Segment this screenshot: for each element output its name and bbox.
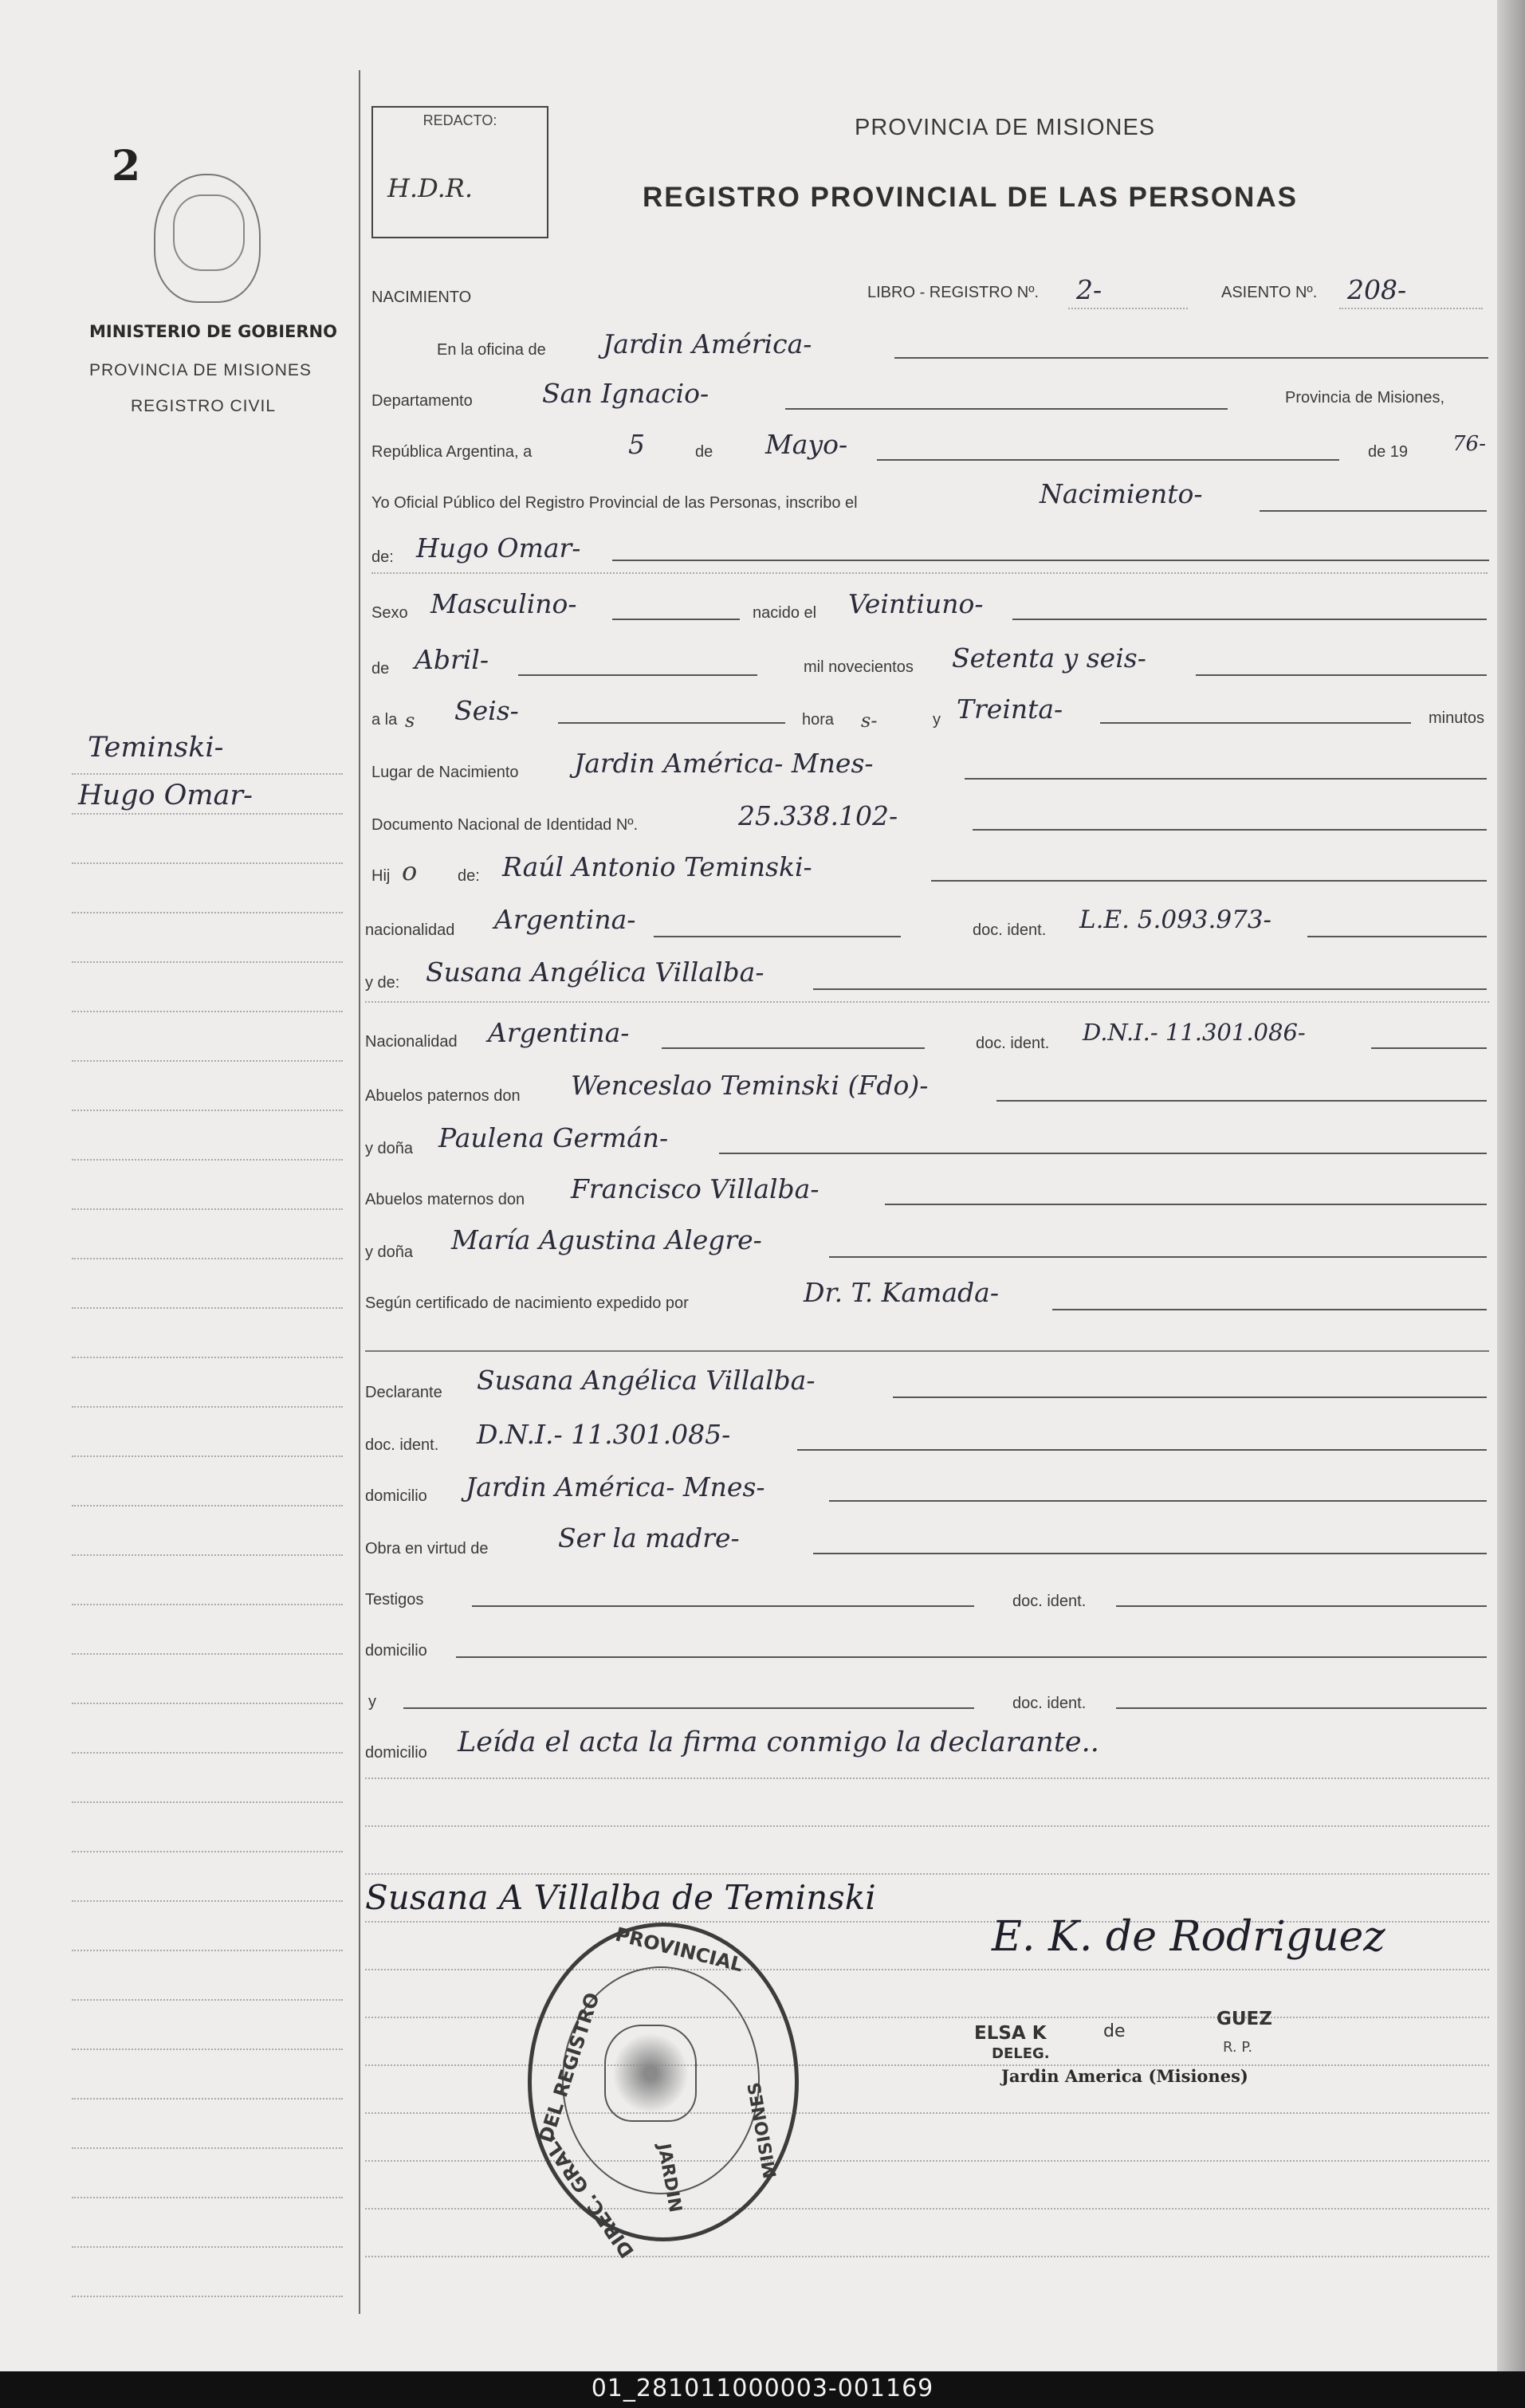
abuelos-maternos-value: Francisco Villalba-: [571, 1173, 819, 1204]
stamp-emblem-icon: [604, 2025, 697, 2122]
hij-label: Hij: [371, 867, 391, 885]
stamp-text-right: MISIONES: [745, 2080, 781, 2180]
nac-padre-label: nacionalidad: [365, 921, 455, 939]
ministry-seal-icon: [154, 174, 261, 303]
margin-note-surname: Teminski-: [88, 732, 224, 764]
libro-label: LIBRO - REGISTRO Nº.: [867, 284, 1040, 301]
padre-de-label: de:: [458, 867, 480, 885]
domicilio-value: Jardin América- Mnes-: [466, 1471, 765, 1503]
doc-testigo2-label: doc. ident.: [1012, 1695, 1087, 1712]
stamp-text-left: DEL REGISTRO: [534, 1990, 604, 2146]
departamento-label: Departamento: [371, 392, 473, 410]
nacido-label: nacido el: [753, 604, 817, 622]
abuela-paterna-label: y doña: [365, 1140, 414, 1157]
inscribo-value: Nacimiento-: [1040, 478, 1203, 509]
sidebar-office: REGISTRO CIVIL: [131, 397, 277, 415]
doc-madre-label: doc. ident.: [976, 1035, 1050, 1052]
stamp-text-bottom-left: DIREC. GRAL.: [537, 2131, 639, 2262]
asiento-label: ASIENTO Nº.: [1221, 284, 1318, 301]
de2-label: de: [371, 660, 390, 678]
domicilio-testigo1-label: domicilio: [365, 1642, 427, 1660]
dni-value: 25.338.102-: [738, 800, 898, 831]
alas-label: a la: [371, 711, 398, 729]
redacto-box: [371, 106, 548, 238]
oficial-label: Yo Oficial Público del Registro Provincial de las Personas, inscribo el: [371, 494, 858, 512]
declarante-value: Susana Angélica Villalba-: [477, 1365, 816, 1396]
act-type: NACIMIENTO: [371, 289, 472, 306]
madre-value: Susana Angélica Villalba-: [426, 957, 764, 988]
redacto-label: REDACTO:: [423, 112, 497, 128]
oficina-value: Jardin América-: [603, 328, 812, 359]
margin-note-name: Hugo Omar-: [78, 780, 253, 811]
official-name-a: ELSA K: [974, 2023, 1047, 2044]
official-title: DELEG.: [992, 2045, 1050, 2062]
certificado-label: Según certificado de nacimiento expedido por: [365, 1294, 689, 1312]
anio-nac-value: Setenta y seis-: [952, 642, 1146, 674]
horas-suffix: s-: [861, 709, 878, 732]
mes-value: Mayo-: [765, 429, 848, 460]
domicilio-final-value: Leída el acta la firma conmigo la declarante..: [458, 1726, 1099, 1758]
declarante-signature: Susana A Villalba de Teminski: [365, 1878, 876, 1917]
minutos-value: Treinta-: [957, 693, 1063, 725]
header-province: PROVINCIA DE MISIONES: [855, 115, 1156, 140]
abuela-materna-value: María Agustina Alegre-: [451, 1224, 762, 1255]
margin-divider: [359, 70, 360, 2314]
abuela-materna-label: y doña: [365, 1243, 414, 1261]
lugar-value: Jardin América- Mnes-: [574, 748, 874, 779]
sidebar-province: PROVINCIA DE MISIONES: [89, 361, 312, 379]
doc-padre-label: doc. ident.: [973, 921, 1047, 939]
official-name-de: de: [1103, 2021, 1126, 2041]
nombre-value: Hugo Omar-: [416, 532, 581, 564]
madre-label: y de:: [365, 974, 400, 992]
obra-value: Ser la madre-: [558, 1522, 740, 1554]
nac-madre-value: Argentina-: [488, 1017, 630, 1048]
page-title: REGISTRO PROVINCIAL DE LAS PERSONAS: [643, 182, 1298, 213]
dni-label: Documento Nacional de Identidad Nº.: [371, 816, 639, 834]
horas-label: hora: [802, 711, 835, 729]
obra-label: Obra en virtud de: [365, 1540, 489, 1558]
image-id-label: 01_281011000003-001169: [591, 2375, 934, 2402]
page-edge: [1497, 0, 1525, 2371]
domicilio-label: domicilio: [365, 1487, 427, 1505]
mil-label: mil novecientos: [804, 658, 914, 676]
padre-value: Raúl Antonio Teminski-: [502, 851, 812, 882]
testigos-label: Testigos: [365, 1591, 424, 1609]
doc-declarante-label: doc. ident.: [365, 1436, 439, 1454]
minutos-label: minutos: [1429, 709, 1485, 727]
anio-label: de 19: [1368, 443, 1409, 461]
sexo-value: Masculino-: [430, 588, 577, 619]
dia-value: 5: [628, 429, 645, 460]
sexo-label: Sexo: [371, 604, 408, 622]
lugar-label: Lugar de Nacimiento: [371, 764, 519, 781]
stamp-text-top: PROVINCIAL: [613, 1923, 745, 1977]
republica-label: República Argentina, a: [371, 443, 533, 461]
alas-suffix: s: [405, 709, 415, 732]
ministry-name: MINISTERIO DE GOBIERNO: [89, 322, 337, 341]
redacto-initials: H.D.R.: [387, 173, 474, 203]
abuelos-paternos-value: Wenceslao Teminski (Fdo)-: [571, 1070, 929, 1101]
hora-value: Seis-: [454, 695, 519, 726]
nac-padre-value: Argentina-: [494, 904, 636, 935]
page-number: 2: [112, 142, 141, 191]
official-name-b: GUEZ: [1216, 2009, 1272, 2029]
stamp-text-bottom: JARDIN: [653, 2142, 686, 2214]
anio-value: 76-: [1452, 432, 1486, 456]
official-signature: E. K. de Rodriguez: [992, 1913, 1385, 1961]
abuela-paterna-value: Paulena Germán-: [438, 1122, 669, 1153]
asiento-value: 208-: [1347, 274, 1407, 305]
abuelos-paternos-label: Abuelos paternos don: [365, 1087, 521, 1105]
provincia-suffix: Provincia de Misiones,: [1285, 389, 1445, 407]
doc-madre-value: D.N.I.- 11.301.086-: [1083, 1019, 1306, 1046]
hij-suffix: o: [402, 856, 418, 886]
libro-value: 2-: [1076, 274, 1102, 305]
mes-nac-value: Abril-: [415, 644, 489, 675]
y-testigo-label: y: [368, 1693, 376, 1711]
y-label: y: [933, 711, 941, 729]
doc-testigo1-label: doc. ident.: [1012, 1593, 1087, 1610]
abuelos-maternos-label: Abuelos maternos don: [365, 1191, 525, 1208]
official-rp: R. P.: [1223, 2039, 1253, 2056]
certificado-value: Dr. T. Kamada-: [804, 1277, 999, 1308]
section-separator: [365, 1350, 1489, 1352]
de-label: de: [695, 443, 713, 461]
doc-declarante-value: D.N.I.- 11.301.085-: [477, 1419, 731, 1450]
domicilio-final-label: domicilio: [365, 1744, 427, 1762]
oficina-label: En la oficina de: [437, 341, 546, 359]
nacido-value: Veintiuno-: [848, 588, 984, 619]
departamento-value: San Ignacio-: [542, 378, 709, 409]
official-place: Jardin America (Misiones): [1001, 2066, 1248, 2086]
declarante-label: Declarante: [365, 1384, 442, 1401]
nac-madre-label: Nacionalidad: [365, 1033, 458, 1051]
doc-padre-value: L.E. 5.093.973-: [1079, 905, 1272, 934]
nombre-label: de:: [371, 548, 394, 566]
